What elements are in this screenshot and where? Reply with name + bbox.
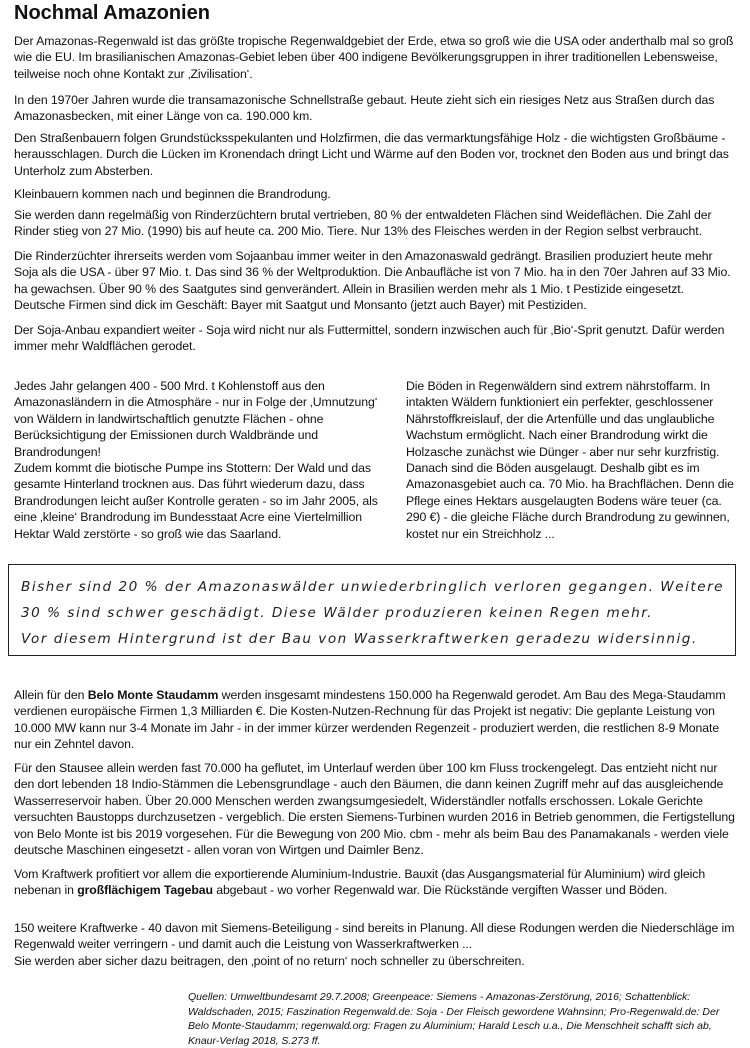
intro-paragraph-3: Den Straßenbauern folgen Grundstücksspekulanten und Holzfirmen, die das vermarktungsfähige Holz - die wichtigsten Großbäume - herausschlagen. Durch die Lücken im Kronendach dringt Licht und Wärme auf den Boden vor, trocknet den Boden aus und bringt das Unterholz zum Absterben. — [14, 131, 729, 178]
intro-paragraph-5: Sie werden dann regelmäßig von Rinderzüchtern brutal vertrieben, 80 % der entwaldeten Flächen sind Weideflächen. Die Zahl der Rinder stieg von 27 Mio. (1990) bis auf heute ca. 200 Mio. Tiere. Nur 13% des Fleisches werden in der Region selbst verbraucht. — [14, 208, 712, 239]
intro-paragraph-4: Kleinbauern kommen nach und beginnen die Brandrodung. — [14, 187, 331, 201]
quote-box — [8, 564, 736, 656]
left-column-text: Jedes Jahr gelangen 400 - 500 Mrd. t Kohlenstoff aus den Amazonasländern in die Atmosphäre - nur in Folge der ‚Umnutzung‘ von Wäldern in landwirtschaftlich genutzte Flächen - ohne Berücksichtigung der Emissionen durch Waldbrände und Brandrodungen! Zudem kommt die biotische Pumpe ins Stottern: Der Wald und das gesamte Hinterland trocknen aus. Das führt wiederum dazu, dass Brandrodungen leicht außer Kontrolle geraten - so im Jahr 2005, als eine ‚kleine‘ Brandrodung im Bundesstaat Acre eine Viertelmillion Hektar Wald zerstörte - so groß wie das Saarland. — [14, 379, 378, 541]
belo-monte-paragraph — [14, 687, 736, 753]
right-column-text: Die Böden in Regenwäldern sind extrem nährstoffarm. In intakten Wäldern funktioniert ein perfekter, geschlossener Nährstoffkreislauf, der die Artenfülle und das unglaubliche Wachstum ermöglicht. Nach einer Brandrodung wirkt die Holzasche zunächst wie Dünger - aber nur sehr kurzfristig. Danach sind die Böden ausgelaugt. Deshalb gibt es im Amazonasgebiet auch ca. 70 Mio. ha Brachflächen. Denn die Pflege eines Hektars ausgelaugten Bodens wäre teuer (ca. 290 €) - die gleiche Fläche durch Brandrodung zu gewinnen, kostet nur ein Streichholz ... — [406, 379, 734, 541]
intro-paragraph-2: In den 1970er Jahren wurde die transamazonische Schnellstraße gebaut. Heute zieht sich ein riesiges Netz aus Straßen durch das Amazonasbecken, mit einer Länge von ca. 190.000 km. — [14, 93, 715, 124]
belo-monte-highlight: Belo Monte Staudamm — [87, 688, 219, 702]
kraftwerk-highlight: großflächigem Tagebau — [77, 883, 213, 898]
quote-line-2: 30 % sind schwer geschädigt. Diese Wälder produzieren keinen Regen mehr. — [21, 605, 653, 621]
intro-paragraph-6: Die Rinderzüchter ihrerseits werden vom Sojaanbau immer weiter in den Amazonaswald gedrängt. Brasilien produziert heute mehr Soja als die USA - über 97 Mio. t. Das sind 36 % der Weltproduktion. Die Anbaufläche ist von 7 Mio. ha in den 70er Jahren auf 33 Mio. ha gewachsen. Über 90 % des Saatgutes sind genverändert. Allein in Brasilien werden mehr als 1 Mio. t Pestizide eingesetzt. Deutsche Firmen sind dick im Geschäft: Bayer mit Saatgut und Monsanto (jetzt auch Bayer) mit Pestiziden. — [14, 249, 731, 313]
kraftwerk-post: abgebaut - wo vorher Regenwald war. Die Rückstände vergiften Wasser und Böden. — [212, 883, 668, 898]
sources-note: Quellen: Umweltbundesamt 29.7.2008; Greenpeace: Siemens - Amazonas-Zerstörung, 2016; Schattenblick: Waldschaden, 2015; Faszination Regenwald.de: Soja - Der Fleisch gewordene Wahnsinn; Pro-Regenwald.de: Der Belo Monte-Staudamm; regenwald.org: Fragen zu Aluminium; Harald Lesch u.a., Die Menschheit schafft sich ab, Knaur-Verlag 2018, S.273 ff. — [188, 991, 720, 1047]
intro-paragraph-7: Der Soja-Anbau expandiert weiter - Soja wird nicht nur als Futtermittel, sondern inzwischen auch für ‚Bio‘-Sprit genutzt. Dafür werden immer mehr Waldflächen gerodet. — [14, 323, 725, 354]
quote-line-1: Bisher sind 20 % der Amazonaswälder unwiederbringlich verloren gegangen. Weitere — [21, 579, 725, 595]
quote-line-3: Vor diesem Hintergrund ist der Bau von Wasserkraftwerken geradezu widersinnig. — [21, 631, 698, 647]
stausee-paragraph: Für den Stausee allein werden fast 70.000 ha geflutet, im Unterlauf werden über 100 km Fluss trockengelegt. Das entzieht nicht nur den dort lebenden 18 Indio-Stämmen die Lebensgrundlage - auch den Bäumen, die dann keinen Zugriff mehr auf das ausgleichende Wasserreservoir haben. Über 20.000 Menschen werden zwangsumgesiedelt, Widerständler notfalls erschossen. Lokale Gerichte versuchten Baustopps durchzusetzen - vergeblich. Die ersten Siemens-Turbinen wurden 2016 in Betrieb genommen, die Fertigstellung von Belo Monte ist bis 2019 vorgesehen. Für die Bewegung von 200 Mio. cbm - mehr als beim Bau des Panamakanals - werden viele deutsche Maschinen eingesetzt - allen voran von Wirtgen und Daimler Benz. — [14, 761, 735, 858]
closing-paragraph-2: Sie werden aber sicher dazu beitragen, den ‚point of no return‘ noch schneller zu überschreiten. — [14, 954, 525, 968]
closing-paragraph-1: 150 weitere Kraftwerke - 40 davon mit Siemens-Beteiligung - sind bereits in Planung. All diese Rodungen werden die Niederschläge im Regenwald weiter verringern - und damit auch die Leistung von Wasserkraftwerken ... — [14, 921, 735, 952]
belo-monte-pre: Allein für den — [14, 688, 88, 702]
intro-paragraph-1: Der Amazonas-Regenwald ist das größte tropische Regenwaldgebiet der Erde, etwa so groß wie die USA oder anderthalb mal so groß wie die EU. Im brasilianischen Amazonas-Gebiet leben über 400 indigene Bevölkerungsgruppen in ihrer traditionellen Lebensweise, teilweise noch ohne Kontakt zur ‚Zivilisation‘. — [14, 34, 734, 81]
kraftwerk-pre: Vom Kraftwerk profitiert vor allem die exportierende Aluminium-Industrie. Bauxit (das Ausgangsmaterial für Aluminium) wird gleich nebenan in — [14, 867, 706, 898]
page-title: Nochmal Amazonien — [14, 2, 210, 24]
belo-monte-post: werden insgesamt mindestens 150.000 ha Regenwald gerodet. Am Bau des Mega-Staudamm verdienen europäische Firmen 1,3 Milliarden €. Die Kosten-Nutzen-Rechnung für das Projekt ist negativ: Die geplante Leistung von 10.000 MW kann nur 3-4 Monate im Jahr - in der immer kürzer werdenden Regenzeit - produziert werden, die restlichen 8-9 Monate nur ein Zehntel davon. — [14, 688, 726, 752]
kraftwerk-paragraph — [14, 866, 736, 899]
